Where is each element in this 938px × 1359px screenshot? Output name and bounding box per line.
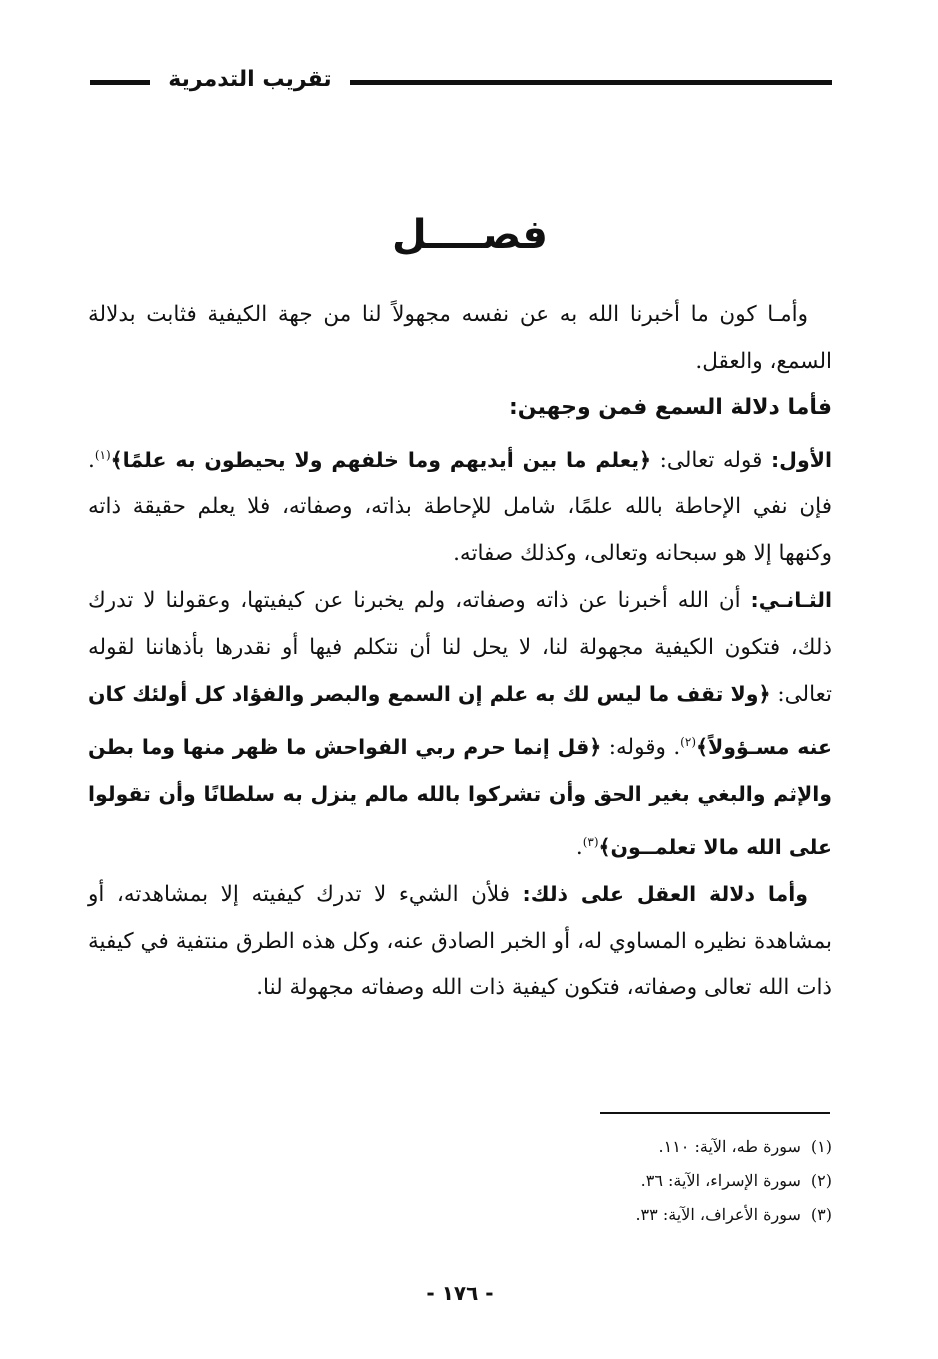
footnote-ref: (٢) [680,734,696,749]
header-rule-left [90,80,150,85]
reason-label: وأما دلالة العقل على ذلك: [522,882,808,907]
footnote-item [400,1130,832,1164]
paragraph-second-aspect [88,577,832,871]
footnote-ref: (١) [94,447,111,462]
second-aspect-text: أن الله أخبرنا عن ذاته وصفاته، ولم يخبرنا عن كيفيتها، وعقولنا لا تدرك ذلك، فتكون الكيفية مجهولة لنا، لا يحل لنا أن نتكلم فيها أو نقدرها بأذهاننا لقوله تعالى: [88,588,832,708]
main-text [88,292,832,1012]
footnote-ref: (٣) [582,834,599,849]
first-aspect-text: . فإن نفي الإحاطة بالله علمًا، شامل للإحاطة بذاته، وصفاته، فلا يعلم حقيقة ذاته وكنهها إلا هو سبحانه وتعالى، وكذلك صفاته. [88,447,832,566]
first-aspect-label: الأول: [770,447,832,472]
quran-verse: ﴿قل إنما حرم ربي الفواحش ما ظهر منها وما بطن والإثم والبغي بغير الحق وأن تشركوا بالله مالم ينزل به سلطانًا وأن تقولوا على الله مالا تعلمــون﴾ [88,734,832,859]
quran-verse: ﴿ولا تقف ما ليس لك به علم إن السمع والبصر والفؤاد كل أولئك كان عنه مسـؤولاً﴾ [88,682,833,759]
footnote-separator [600,1112,830,1114]
running-title: تقريب التدمرية [168,67,332,92]
first-aspect-intro: قوله تعالى: [651,447,771,473]
footnotes [400,1130,832,1232]
footnote-text: سورة الأعراف، الآية: ٣٣. [635,1205,801,1224]
footnote-item [400,1164,832,1198]
chapter-title: فصــــل [392,212,548,258]
paragraph-first-aspect [88,432,832,578]
footnote-number: (٣) [810,1205,832,1224]
header-rule-right [350,80,832,85]
second-aspect-mid: . وقوله: [601,734,681,760]
footnote-number: (١) [810,1137,832,1156]
reason-text: فلأن الشيء لا تدرك كيفيته إلا بمشاهدته، أو بمشاهدة نظيره المساوي له، أو الخبر الصادق عنه، وكل هذه الطرق منتفية في كيفية ذات الله تعالى وصفاته، فتكون كيفية ذات الله وصفاته مجهولة لنا. [88,882,832,1001]
quran-verse: ﴿يعلم ما بين أيديهم وما خلفهم ولا يحيطون به علمًا﴾ [110,447,652,472]
second-aspect-end: . [575,834,583,860]
paragraph-reason [88,871,832,1012]
footnote-text: سورة الإسراء، الآية: ٣٦. [640,1171,801,1190]
page-number: - ١٧٦ - [426,1281,494,1305]
footnote-number: (٢) [810,1171,832,1190]
paragraph-intro: وأمـا كون ما أخبرنا الله به عن نفسه مجهولاً لنا من جهة الكيفية فثابت بدلالة السمع، والعقل. [88,302,832,374]
second-aspect-label: الثـانـي: [750,588,832,613]
section-heading: فأما دلالة السمع فمن وجهين: [508,395,832,420]
footnote-text: سورة طه، الآية: ١١٠. [658,1137,801,1156]
footnote-item [400,1198,832,1232]
